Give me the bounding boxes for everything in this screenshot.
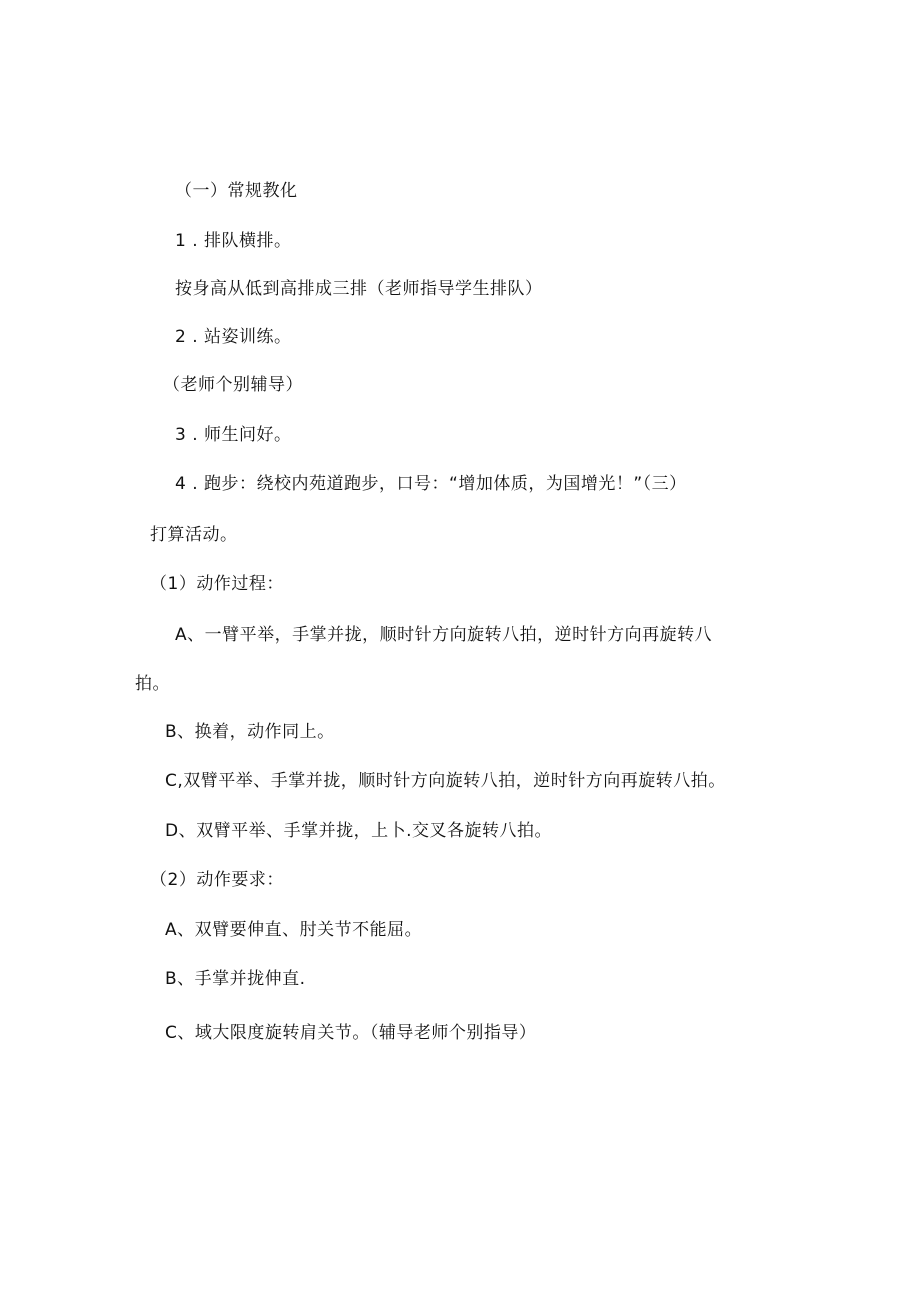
list-item-a: A、一臂平举，手掌并拢，顺时针方向旋转八拍，逆时针方向再旋转八	[175, 625, 713, 645]
list-item-d: D、双臂平举、手掌并拢，上卜.交叉各旋转八拍。	[165, 821, 552, 841]
item-4-line: 4 . 跑步：绕校内苑道跑步，口号：“增加体质，为国增光！”（三）	[175, 474, 687, 494]
item-3-line: 3 . 师生问好。	[175, 425, 292, 445]
list-item-c: C,双臂平举、手掌并拢，顺时针方向旋转八拍，逆时针方向再旋转八拍。	[165, 771, 726, 791]
list-item-b: B、换着，动作同上。	[165, 722, 335, 742]
list-item-a: A、双臂要伸直、肘关节不能屈。	[165, 920, 423, 940]
body-line: 按身高从低到高排成三排（老师指导学生排队）	[175, 279, 543, 299]
item-2-line: 2 . 站姿训练。	[175, 327, 292, 347]
body-line: 拍。	[135, 674, 170, 694]
list-item-b: B、手掌并拢伸直.	[165, 969, 306, 989]
list-item-c: C、域大限度旋转肩关节。（辅导老师个别指导）	[165, 1023, 537, 1043]
subsection-heading: （2）动作要求：	[150, 870, 284, 890]
section-heading-routine: （一）常规教化	[175, 181, 298, 201]
item-1-line: 1 . 排队横排。	[175, 231, 292, 251]
body-line: 打算活动。	[150, 525, 238, 545]
body-line: （老师个别辅导）	[163, 375, 303, 395]
subsection-heading: （1）动作过程：	[150, 574, 284, 594]
